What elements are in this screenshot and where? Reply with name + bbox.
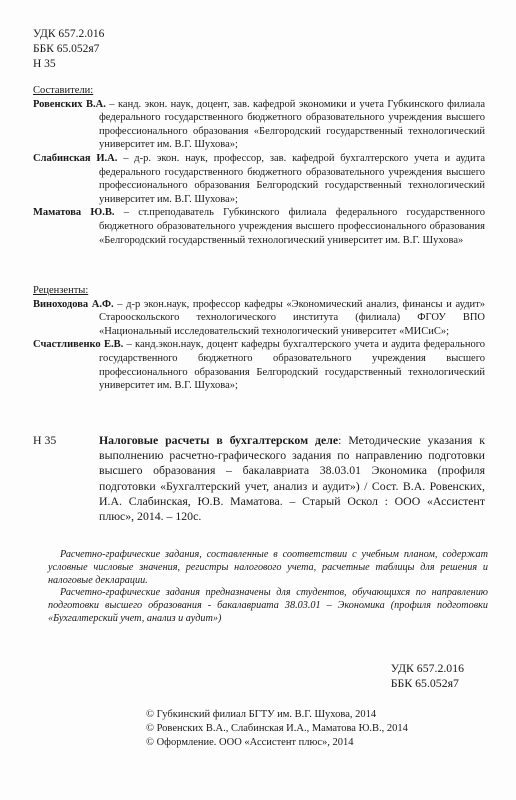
compiler-name: Ровенских В.А.	[33, 98, 106, 110]
compiler-entry	[33, 152, 485, 206]
udk-code: УДК 657.2.016	[33, 28, 105, 40]
bibliographic-description	[99, 433, 485, 524]
reviewers-section	[33, 284, 485, 393]
bibliographic-code: Н 35	[33, 433, 57, 447]
classification-codes	[33, 27, 104, 72]
book-title: Налоговые расчеты в бухгалтерском деле	[99, 433, 339, 447]
compiler-name: Маматова Ю.В.	[33, 207, 115, 219]
copyright-line: © Губкинский филиал БГТУ им. В.Г. Шухова, 2014	[146, 709, 377, 720]
udk-code-bottom: УДК 657.2.016	[390, 661, 464, 675]
compiler-entry	[33, 98, 485, 152]
copyright-block	[146, 708, 408, 751]
compilers-title: Составители:	[33, 85, 94, 96]
reviewer-details: – канд.экон.наук, доцент кафедры бухгалтерского учета и аудита федерального государственного бюджетного образовательного учреждения высшего профессионального образования Белгородский государственный технологический университет им. В.Г. Шухова»;	[99, 339, 485, 392]
compilers-section	[33, 84, 485, 247]
annotation-paragraph: Расчетно-графические задания, составленные в соответствии с учебным планом, содержат условные числовые значения, регистры налогового учета, расчетные таблицы для решения и налоговые декларации.	[48, 549, 488, 586]
reviewer-details: – д-р экон.наук, профессор кафедры «Экономический анализ, финансы и аудит» Старооскольского технологического института (филиала) ФГОУ ВПО «Национальный исследовательский технологический университет «МИСиС»;	[99, 298, 486, 337]
annotation	[48, 549, 488, 626]
compiler-entry	[33, 206, 485, 247]
annotation-paragraph: Расчетно-графические задания предназначены для студентов, обучающихся по направлению подготовки высшего образования - бакалавриата 38.03.01 – Экономика (профиля подготовки «Бухгалтерский учет, анализ и аудит»)	[48, 587, 488, 624]
reviewers-title: Рецензенты:	[33, 285, 89, 296]
compiler-name: Слабинская И.А.	[33, 152, 118, 164]
copyright-line: © Ровенских В.А., Слабинская И.А., Маматова Ю.В., 2014	[146, 723, 408, 735]
compiler-details: – д-р. экон. наук, профессор, зав. кафедрой бухгалтерского учета и аудита федерального государственного бюджетного образовательного учреждения высшего профессионального образования Белгородский государственный технологический университет им. В.Г. Шухова»;	[99, 152, 485, 205]
bibliographic-text: : Методические указания к выполнению расчетно-графического задания по направлению подготовки высшего образования – бакалавриата 38.03.01 Экономика (профиля подготовки «Бухгалтерский учет, анализ и аудит») / Сост. В.А. Ровенских, И.А. Слабинская, Ю.В. Маматова. – Старый Оскол : ООО «Ассистент плюс», 2014. – 120с.	[99, 433, 485, 524]
reviewer-name: Виноходова А.Ф.	[33, 298, 114, 310]
reviewer-entry	[33, 338, 485, 392]
compiler-details: – ст.преподаватель Губкинского филиала федерального государственного бюджетного образовательного учреждения высшего профессионального образования «Белгородский государственный технологический университет им. В.Г. Шухова»	[99, 207, 485, 246]
bottom-classification-codes	[391, 661, 464, 691]
author-mark: Н 35	[33, 58, 56, 70]
bbk-code-bottom: ББК 65.052я7	[390, 676, 459, 690]
reviewer-entry	[33, 298, 485, 339]
compiler-details: – канд. экон. наук, доцент, зав. кафедрой экономики и учета Губкинского филиала федерального государственного бюджетного образовательного учреждения высшего профессионального образования «Белгородский государственный технологический университет им. В.Г. Шухова»;	[99, 98, 486, 151]
bbk-code: ББК 65.052я7	[33, 43, 100, 55]
copyright-line: © Оформление. ООО «Ассистент плюс», 2014	[146, 737, 354, 749]
reviewer-name: Счастливенко Е.В.	[33, 339, 124, 351]
bibliographic-record	[33, 433, 485, 524]
